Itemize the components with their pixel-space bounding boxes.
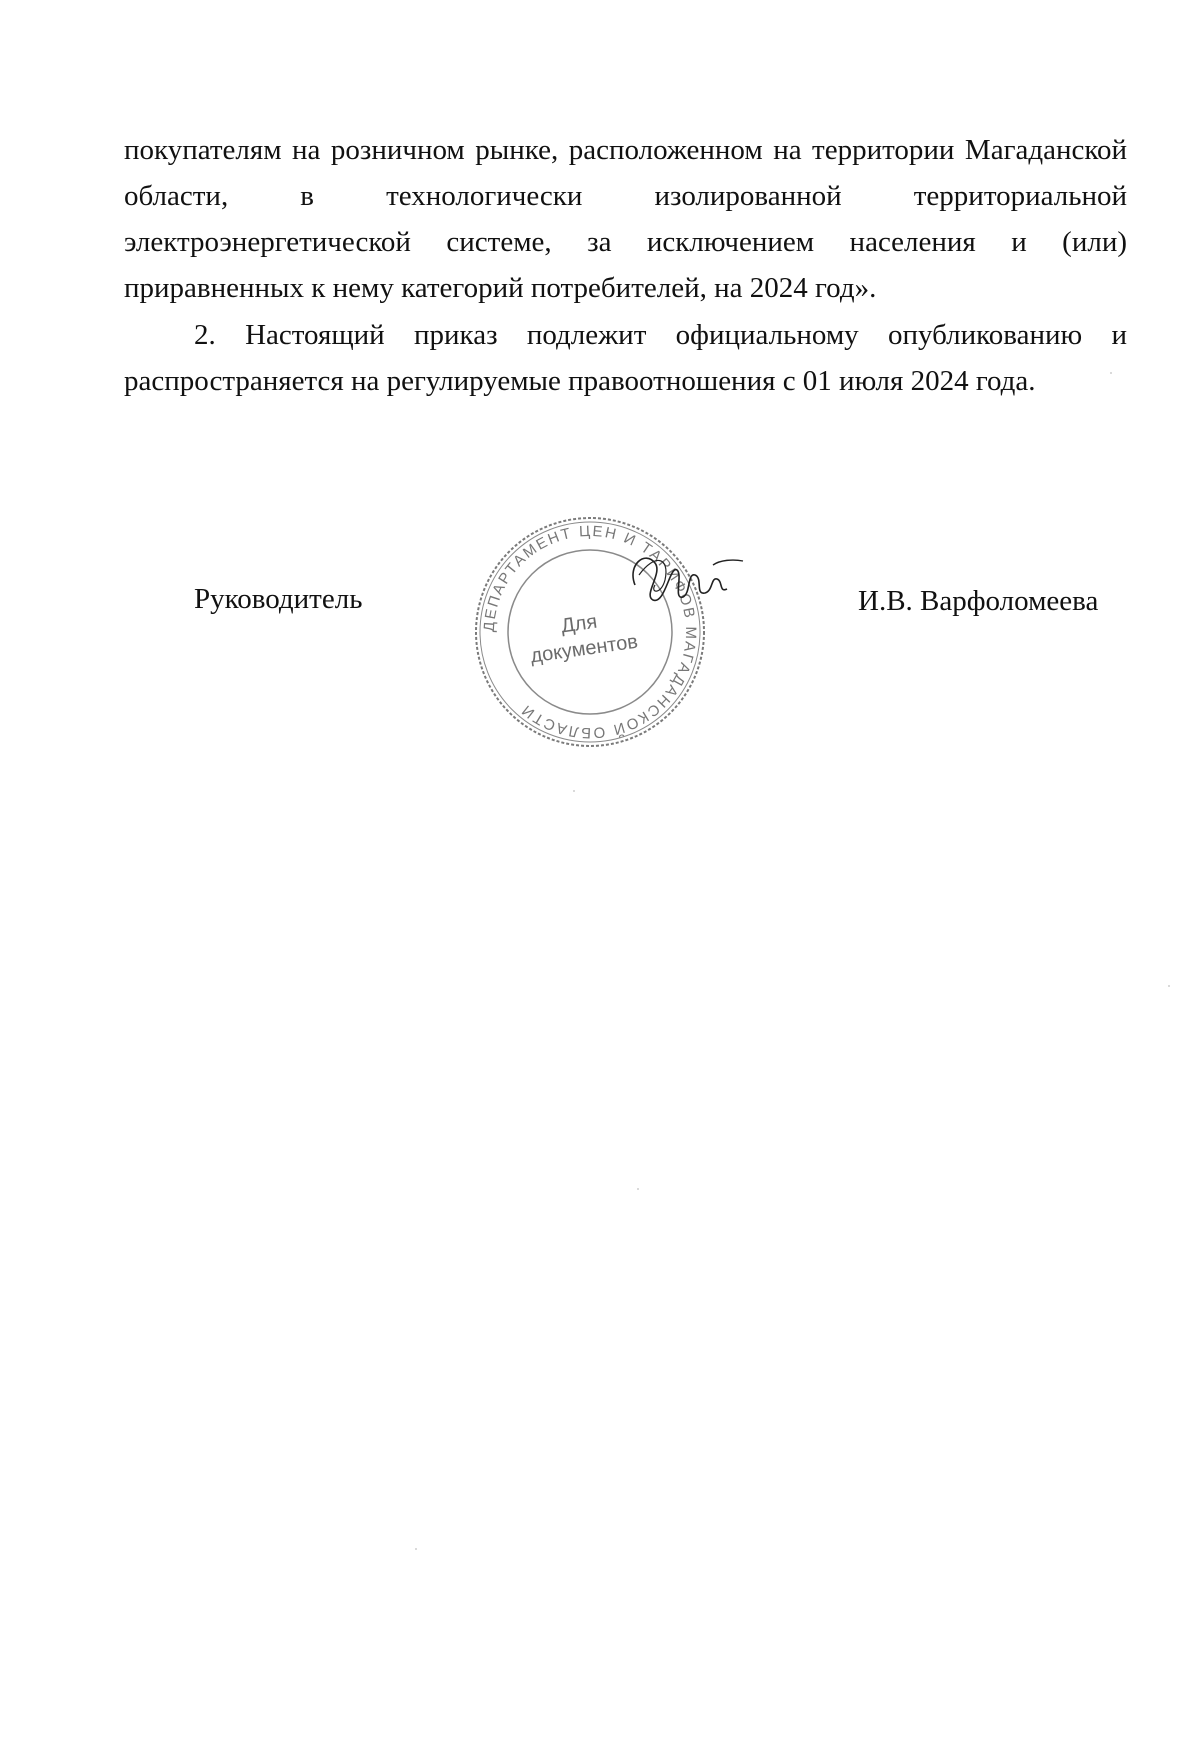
signatory-name: И.В. Варфоломеева bbox=[858, 585, 1099, 617]
paragraph-continued: покупателям на розничном рынке, расположенном на территории Магаданской области, в технологически изолированной территориальной электроэнергетической системе, за исключением населения и (или) приравненных к нему категорий потребителей, на 2024 год». bbox=[124, 134, 1127, 304]
scan-speck bbox=[1110, 372, 1112, 374]
scan-speck bbox=[415, 1548, 417, 1550]
handwritten-signature bbox=[625, 545, 745, 615]
signature-block bbox=[0, 0, 1200, 800]
stamp-ring-text: ДЕПАРТАМЕНТ ЦЕН И ТАРИФОВ МАГАДАНСКОЙ ОБЛАСТИ bbox=[480, 522, 700, 742]
signatory-role: Руководитель bbox=[194, 583, 363, 615]
scan-speck bbox=[637, 1188, 639, 1190]
scan-speck bbox=[1168, 985, 1170, 987]
scan-speck bbox=[573, 790, 575, 792]
stamp-center-line-2: документов bbox=[529, 630, 640, 668]
stamp-center-line-1: Для bbox=[559, 610, 599, 638]
paragraph-2: 2. Настоящий приказ подлежит официальному опубликованию и распространяется на регулируемые правоотношения с 01 июля 2024 года. bbox=[124, 319, 1127, 397]
